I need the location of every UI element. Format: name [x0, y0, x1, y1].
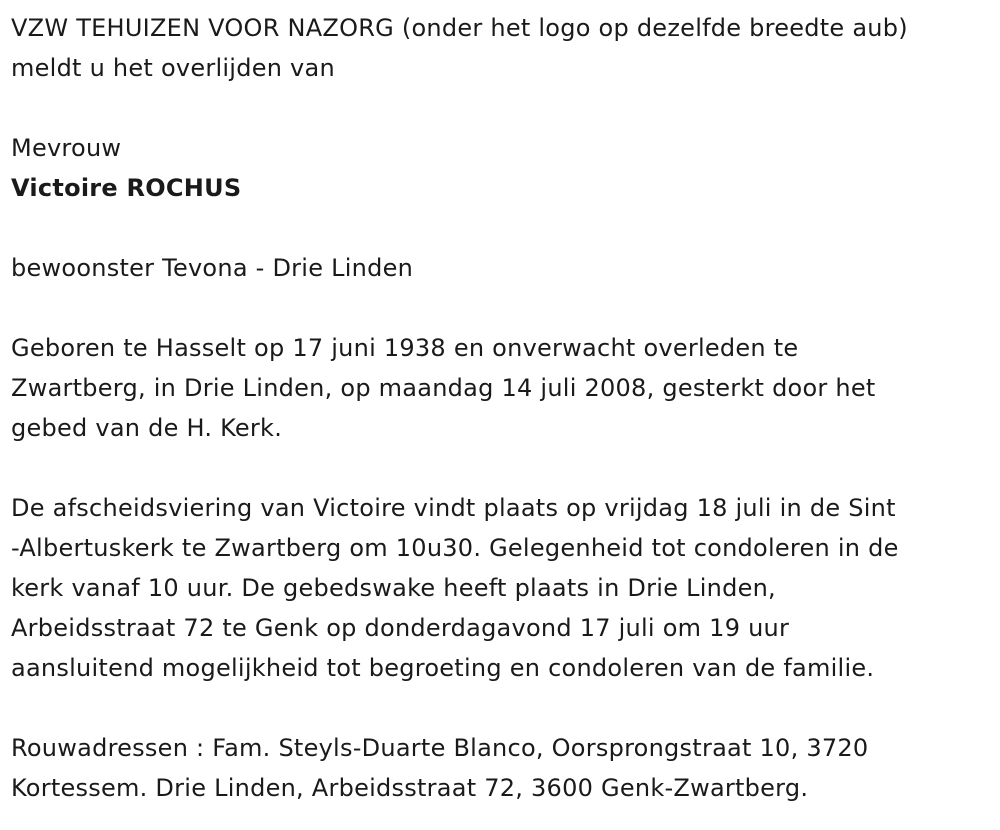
paragraph-line: -Albertuskerk te Zwartberg om 10u30. Gelegenheid tot condoleren in de: [11, 534, 899, 562]
residence-line: bewoonster Tevona - Drie Linden: [11, 254, 414, 282]
spacer: [11, 208, 996, 248]
salutation: Mevrouw: [11, 134, 122, 162]
addresses-paragraph: [11, 728, 996, 808]
birth-death-paragraph: [11, 328, 996, 448]
spacer: [11, 88, 996, 128]
spacer: [11, 448, 996, 488]
deceased-section: [11, 128, 996, 208]
ceremony-paragraph: [11, 488, 996, 688]
paragraph-line: kerk vanaf 10 uur. De gebedswake heeft plaats in Drie Linden,: [11, 574, 776, 602]
paragraph-line: Rouwadressen : Fam. Steyls-Duarte Blanco, Oorsprongstraat 10, 3720: [11, 734, 869, 762]
paragraph-line: Geboren te Hasselt op 17 juni 1938 en onverwacht overleden te: [11, 334, 799, 362]
paragraph-line: De afscheidsviering van Victoire vindt plaats op vrijdag 18 juli in de Sint: [11, 494, 896, 522]
organization-line: VZW TEHUIZEN VOOR NAZORG (onder het logo op dezelfde breedte aub): [11, 14, 908, 42]
deceased-name: Victoire ROCHUS: [11, 174, 242, 202]
paragraph-line: Zwartberg, in Drie Linden, op maandag 14 juli 2008, gesterkt door het: [11, 374, 876, 402]
spacer: [11, 688, 996, 728]
header-section: [11, 8, 996, 88]
paragraph-line: gebed van de H. Kerk.: [11, 414, 283, 442]
announcement-line: meldt u het overlijden van: [11, 54, 335, 82]
paragraph-line: aansluitend mogelijkheid tot begroeting en condoleren van de familie.: [11, 654, 875, 682]
obituary-notice: [11, 8, 996, 808]
paragraph-line: Arbeidsstraat 72 te Genk op donderdagavond 17 juli om 19 uur: [11, 614, 790, 642]
spacer: [11, 288, 996, 328]
paragraph-line: Kortessem. Drie Linden, Arbeidsstraat 72, 3600 Genk-Zwartberg.: [11, 774, 809, 802]
